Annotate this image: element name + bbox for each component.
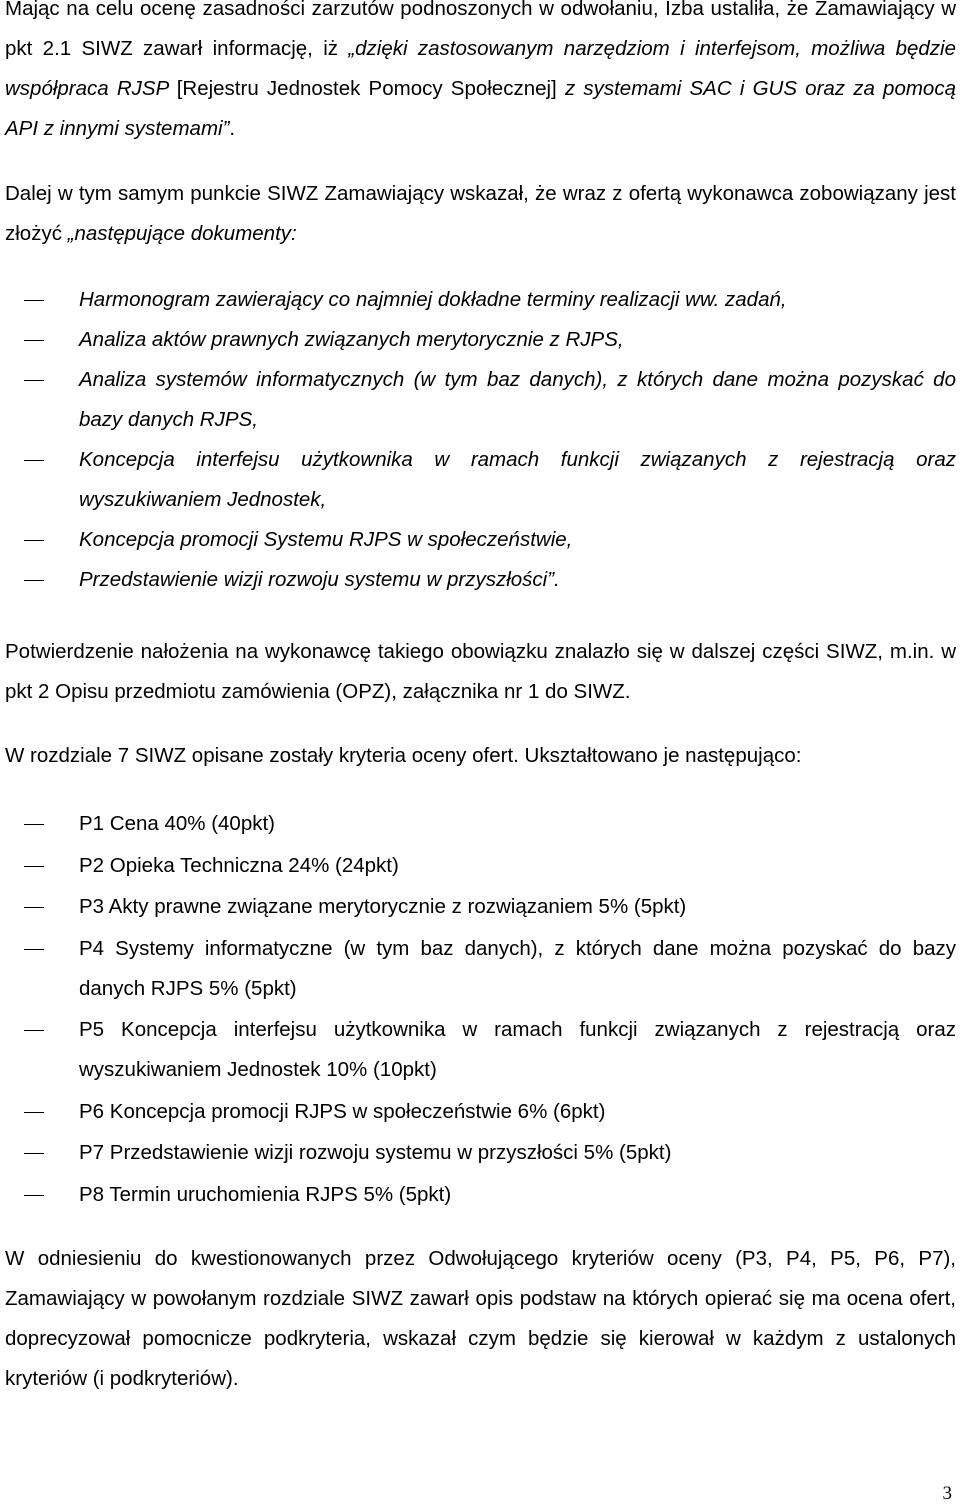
text-run: Mając na celu ocenę zasadności zarzutów podnoszonych w odwołaniu, Izba ustaliła, że Zamawiający w pkt 2.1 SIWZ zawarł informację, iż	[5, 0, 956, 60]
list-item-text: P2 Opieka Techniczna 24% (24pkt)	[79, 853, 399, 877]
list-item-text: Przedstawienie wizji rozwoju systemu w przyszłości”.	[79, 568, 560, 591]
paragraph-conclusion: W odniesieniu do kwestionowanych przez Odwołującego kryteriów oceny (P3, P4, P5, P6, P7), Zamawiający w powołanym rozdziale SIWZ zawarł opis podstaw na których opierać się ma ocena ofert, doprecyzował pomocnicze podkryteria, wskazał czym będzie się kierował w każdym z ustalonych kryteriów (i podkryteriów).	[5, 1247, 956, 1390]
list-item	[0, 320, 956, 360]
paragraph-findings	[5, 0, 956, 149]
criteria-list	[0, 804, 960, 1216]
text-run: [Rejestru Jednostek Pomocy Społecznej]	[176, 77, 565, 100]
dash-bullet-icon	[24, 1030, 44, 1031]
list-item-text: Koncepcja promocji Systemu RJPS w społeczeństwie,	[79, 528, 573, 551]
quote-italic: „dzięki zastosowanym narzędziom i interfejsom, możliwa będzie współpraca RJSP	[5, 37, 957, 100]
dash-bullet-icon	[24, 824, 44, 825]
list-item	[0, 560, 956, 600]
dash-bullet-icon	[24, 460, 44, 461]
list-item	[0, 929, 956, 1009]
dash-bullet-icon	[24, 1153, 44, 1154]
page-number: 3	[942, 1483, 952, 1504]
paragraph-documents-intro	[5, 174, 956, 254]
list-item	[0, 846, 956, 886]
list-item-text: Koncepcja interfejsu użytkownika w ramach funkcji związanych z rejestracją oraz wyszukiwaniem Jednostek,	[79, 448, 956, 511]
quote-italic: z systemami SAC i GUS oraz za pomocą API z innymi systemami”	[5, 77, 956, 140]
text-run: .	[229, 117, 236, 140]
paragraph-confirmation: Potwierdzenie nałożenia na wykonawcę takiego obowiązku znalazło się w dalszej części SIWZ, m.in. w pkt 2 Opisu przedmiotu zamówienia (OPZ), załącznika nr 1 do SIWZ.	[5, 640, 956, 703]
list-item	[0, 440, 956, 520]
list-item	[0, 1133, 956, 1173]
list-item-text: P7 Przedstawienie wizji rozwoju systemu w przyszłości 5% (5pkt)	[79, 1141, 672, 1164]
list-item-text: P6 Koncepcja promocji RJPS w społeczeństwie 6% (6pkt)	[79, 1099, 606, 1123]
documents-list	[0, 280, 960, 600]
list-item	[0, 360, 956, 440]
list-item	[0, 887, 956, 927]
quote-italic: „następujące dokumenty:	[67, 222, 297, 245]
text-run: Dalej w tym samym punkcie SIWZ Zamawiający wskazał, że wraz z ofertą wykonawca zobowiązany jest złożyć	[5, 182, 956, 245]
dash-bullet-icon	[24, 380, 44, 381]
dash-bullet-icon	[24, 340, 44, 341]
dash-bullet-icon	[24, 1112, 44, 1113]
dash-bullet-icon	[24, 300, 44, 301]
paragraph-criteria-intro: W rozdziale 7 SIWZ opisane zostały kryteria oceny ofert. Ukształtowano je następująco:	[5, 744, 802, 767]
list-item	[0, 280, 956, 320]
list-item-text: Harmonogram zawierający co najmniej dokładne terminy realizacji ww. zadań,	[79, 288, 787, 311]
list-item-text: P8 Termin uruchomienia RJPS 5% (5pkt)	[79, 1182, 452, 1206]
dash-bullet-icon	[24, 949, 44, 950]
list-item	[0, 520, 956, 560]
dash-bullet-icon	[24, 540, 44, 541]
dash-bullet-icon	[24, 1195, 44, 1196]
list-item	[0, 1092, 956, 1132]
list-item-text: P1 Cena 40% (40pkt)	[79, 812, 276, 835]
list-item-text: P4 Systemy informatyczne (w tym baz danych), z których dane można pozyskać do bazy danych RJPS 5% (5pkt)	[79, 936, 956, 1000]
list-item-text: P3 Akty prawne związane merytorycznie z rozwiązaniem 5% (5pkt)	[79, 895, 687, 918]
dash-bullet-icon	[24, 907, 44, 908]
list-item-text: Analiza aktów prawnych związanych merytorycznie z RJPS,	[79, 328, 624, 351]
list-item-text: Analiza systemów informatycznych (w tym baz danych), z których dane można pozyskać do bazy danych RJPS,	[79, 368, 956, 431]
list-item-text: P5 Koncepcja interfejsu użytkownika w ramach funkcji związanych z rejestracją oraz wyszukiwaniem Jednostek 10% (10pkt)	[79, 1018, 956, 1081]
list-item	[0, 1010, 956, 1090]
list-item	[0, 1175, 956, 1215]
dash-bullet-icon	[24, 580, 44, 581]
list-item	[0, 804, 956, 844]
dash-bullet-icon	[24, 866, 44, 867]
